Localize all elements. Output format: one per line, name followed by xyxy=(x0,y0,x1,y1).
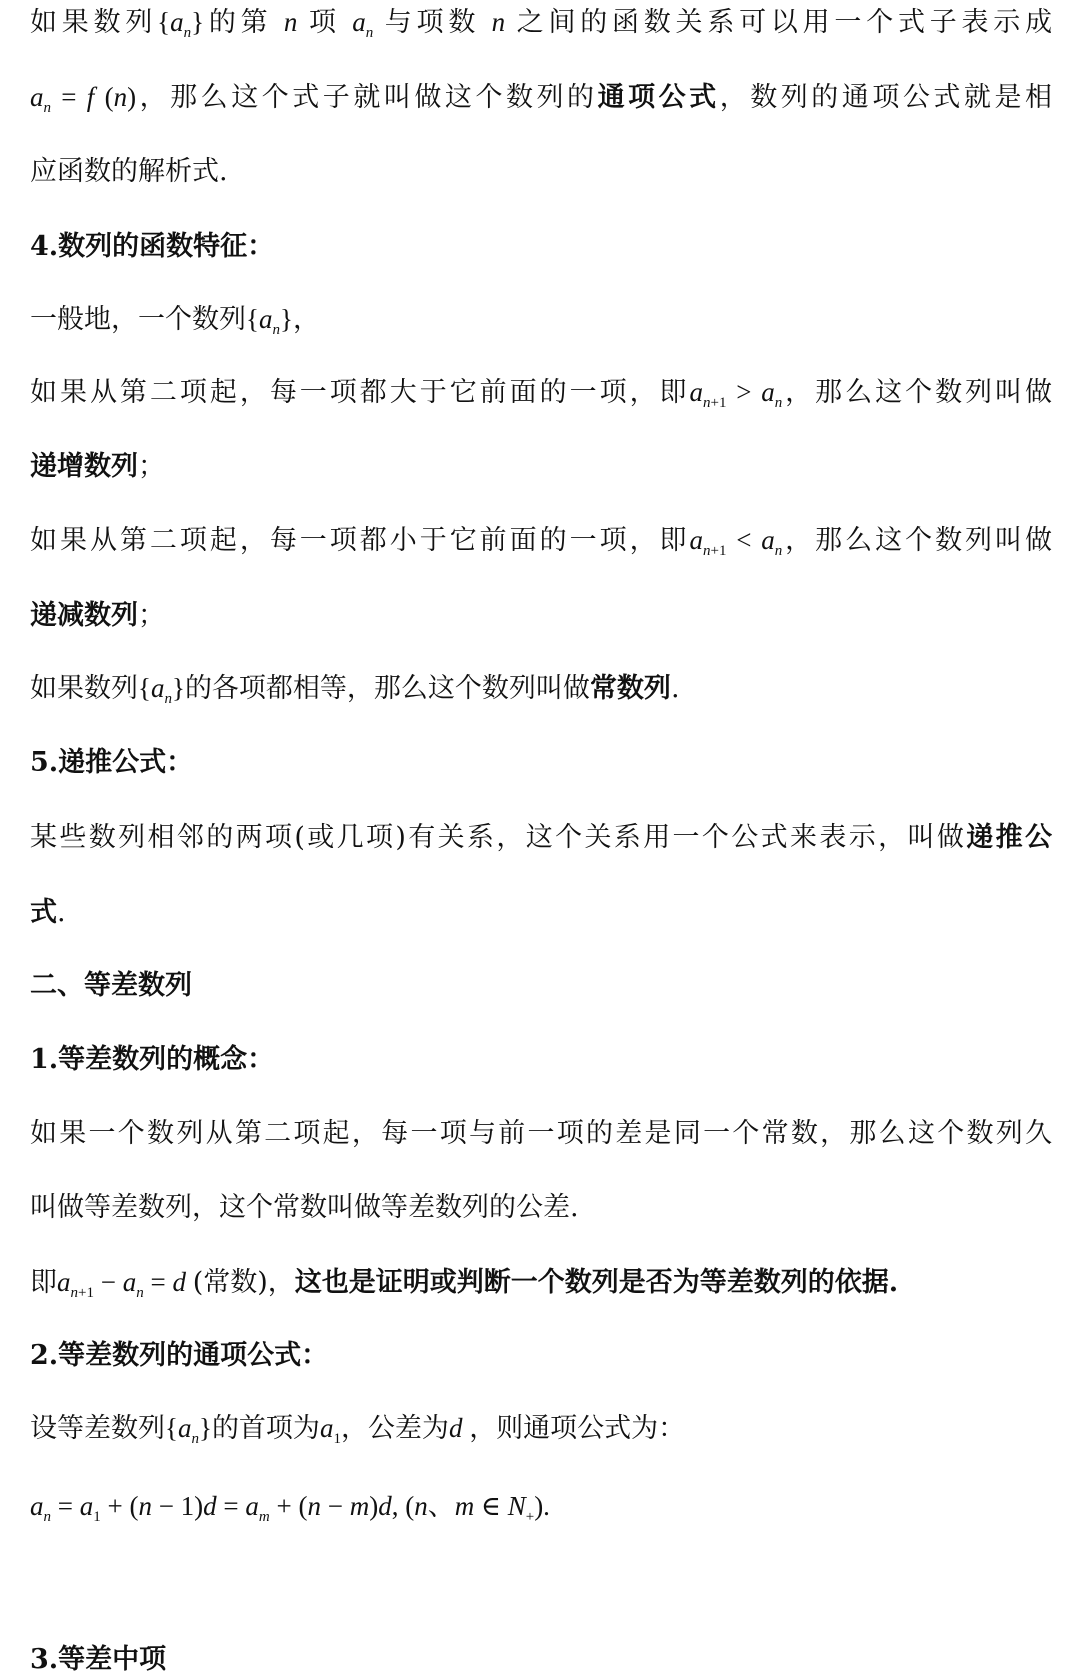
math-a1: $a_1$ xyxy=(319,1413,341,1447)
math-an-eq-fn: $a_n = f$ (n) xyxy=(30,82,137,116)
section-heading: 5.递推公式： xyxy=(30,747,194,778)
section-heading: 2.等差数列的通项公式： xyxy=(30,1340,329,1371)
term-recursive-formula: 递推公 xyxy=(966,822,1052,853)
paragraph-line: 递减数列； xyxy=(30,600,165,631)
paragraph-line: $a_n = f$ (n)，那么这个式子就叫做这个数列的通项公式，数列的通项公式就是相 xyxy=(30,82,1052,116)
math-seq-an: $\{a_n\}$ xyxy=(138,673,185,707)
math-seq-an: $\{a_n\}$ xyxy=(246,304,293,338)
math-seq-an: $\{a_n\}$ xyxy=(165,1413,212,1447)
criterion-note: 这也是证明或判断一个数列是否为等差数列的依据. xyxy=(294,1267,899,1298)
math-an: $a_n$ xyxy=(340,7,374,41)
paragraph-line: 式. xyxy=(30,897,66,928)
paragraph-line: 如果从第二项起，每一项都小于它前面的一项，即$a_{n+1} < a_n$，那么这个数列叫做 xyxy=(30,525,1053,559)
math-increasing-condition: $a_{n+1} > a_n$ xyxy=(689,377,783,411)
section-heading: 4.数列的函数特征： xyxy=(30,231,275,262)
section-heading-partial: 3.等差中项 xyxy=(30,1644,167,1675)
math-seq-an: $\{a_n\}$ xyxy=(157,7,205,41)
term-increasing-sequence: 递增数列 xyxy=(30,451,138,482)
paragraph-line: 如果一个数列从第二项起，每一项与前一项的差是同一个常数，那么这个数列久 xyxy=(30,1118,1052,1149)
math-d: d xyxy=(448,1413,470,1443)
math-decreasing-condition: $a_{n+1} < a_n$ xyxy=(689,525,783,559)
paragraph-line: 设等差数列$\{a_n\}$的首项为$a_1$，公差为d ，则通项公式为： xyxy=(30,1413,686,1447)
section-heading: 1.等差数列的概念： xyxy=(30,1044,275,1075)
paragraph-line: 如果数列$\{a_n\}$的第 n 项 $a_n$ 与项数 n 之间的函数关系可以用一个式子表示成 xyxy=(30,7,1053,41)
paragraph-line: 如果数列$\{a_n\}$的各项都相等，那么这个数列叫做常数列. xyxy=(30,673,680,707)
term-recursive-formula-end: 式 xyxy=(30,897,57,928)
term-constant-sequence: 常数列 xyxy=(589,673,671,704)
paragraph-line: 一般地，一个数列$\{a_n\}$， xyxy=(30,304,320,338)
general-term-formula: $a_n = a_1 + (n - 1)d = a_m + (n - m)d$, (n、m ∈ $N_+$). xyxy=(30,1491,550,1525)
math-common-difference: $a_{n+1} - a_n = d$ xyxy=(57,1267,193,1301)
paragraph-line: 即$a_{n+1} - a_n = d$ (常数)，这也是证明或判断一个数列是否为等差数列的依据. xyxy=(30,1267,899,1301)
paragraph-line: 如果从第二项起，每一项都大于它前面的一项，即$a_{n+1} > a_n$，那么这个数列叫做 xyxy=(30,377,1053,411)
paragraph-line: 某些数列相邻的两项(或几项)有关系，这个关系用一个公式来表示，叫做递推公 xyxy=(30,822,1052,853)
math-n: n xyxy=(480,7,517,37)
term-general-formula: 通项公式 xyxy=(597,82,720,113)
chapter-heading: 二、等差数列 xyxy=(30,970,192,1001)
paragraph-line: 叫做等差数列，这个常数叫做等差数列的公差. xyxy=(30,1192,579,1223)
term-decreasing-sequence: 递减数列 xyxy=(30,600,138,631)
paragraph-line: 应函数的解析式. xyxy=(30,156,228,187)
math-n: n xyxy=(272,7,309,37)
paragraph-line: 递增数列； xyxy=(30,451,165,482)
